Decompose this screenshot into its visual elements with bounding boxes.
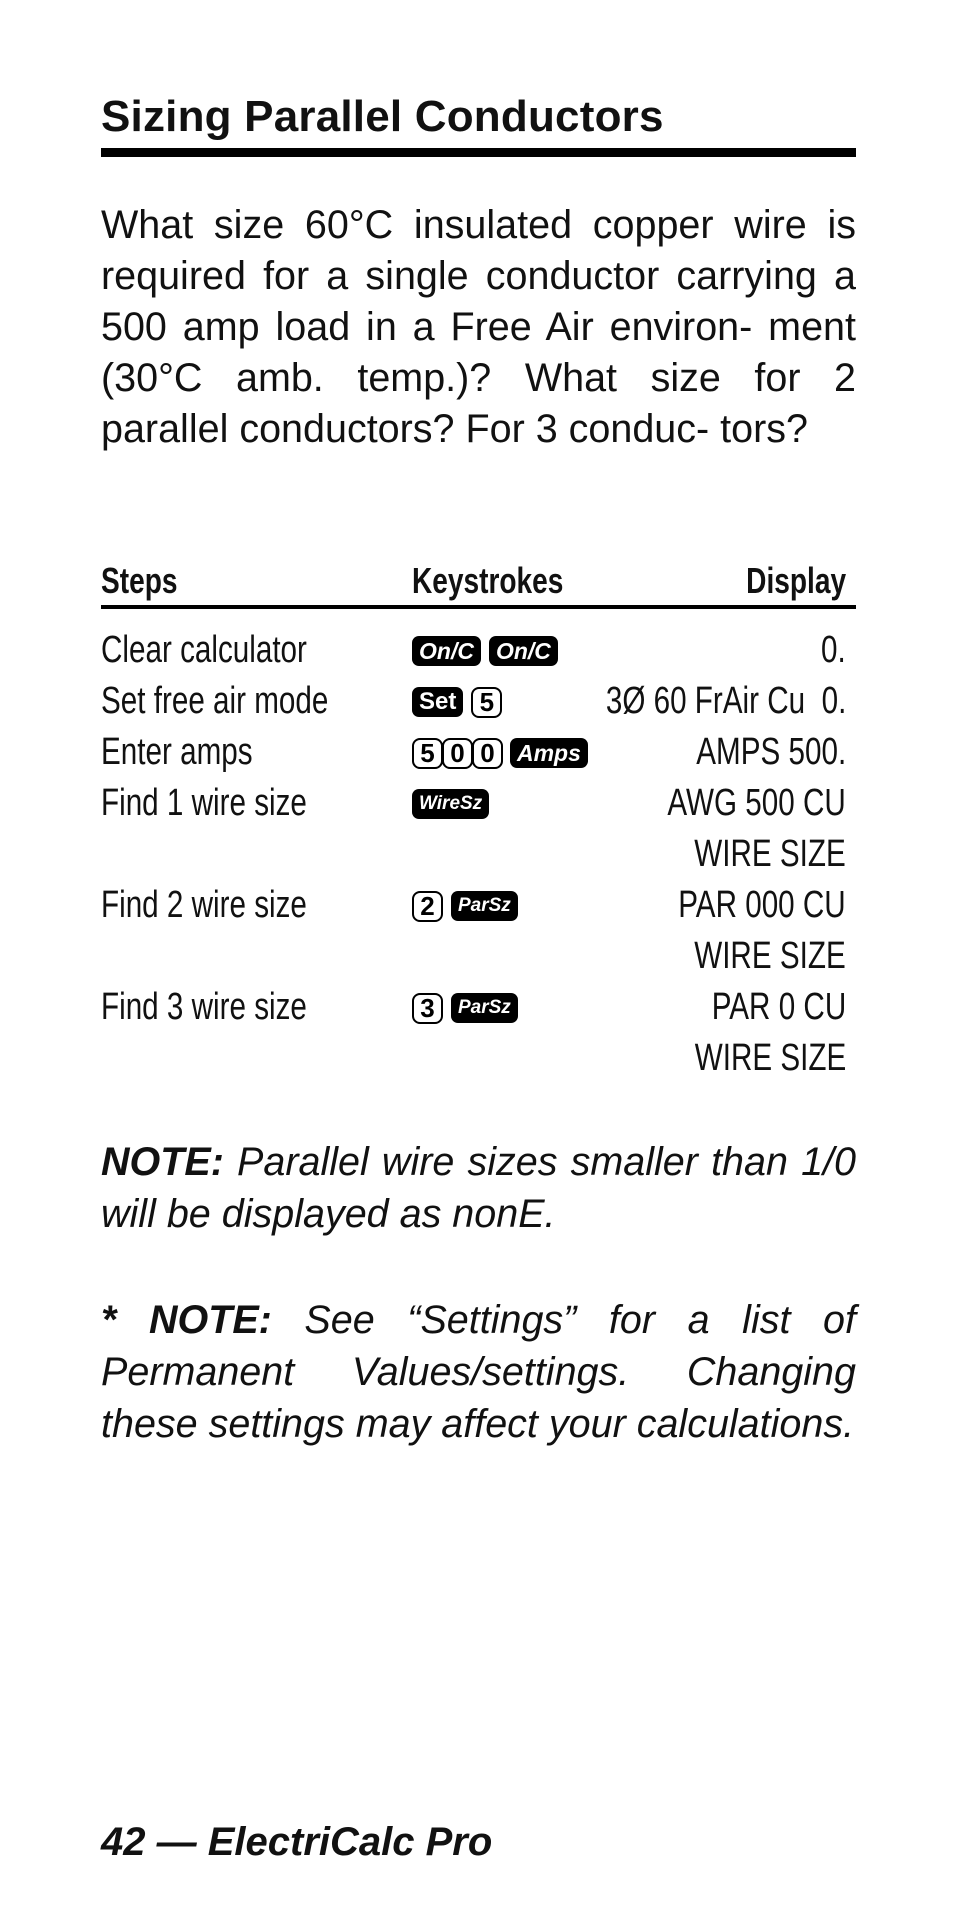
- display-line: WIRE SIZE: [694, 935, 846, 977]
- display-line: PAR 000 CU: [678, 884, 846, 926]
- keystrokes: [412, 991, 518, 1025]
- keystrokes: [412, 889, 518, 923]
- digit-2-key: 2: [412, 891, 443, 922]
- onc-key: On/C: [412, 636, 481, 666]
- step-label: Find 1 wire size: [101, 782, 307, 824]
- note-text: See “Settings” for a list of Permanent Values/settings. Changing these settings may affect your calculations.: [101, 1298, 856, 1446]
- set-key: Set: [412, 687, 463, 717]
- header-keystrokes: Keystrokes: [412, 560, 564, 601]
- note-label: * NOTE:: [101, 1298, 272, 1342]
- table-row: [101, 727, 856, 778]
- note-settings: [101, 1294, 856, 1450]
- parsz-key: ParSz: [451, 891, 518, 921]
- display-line: 3Ø 60 FrAir Cu 0.: [605, 680, 846, 722]
- onc-key: On/C: [489, 636, 558, 666]
- digit-5-key: 5: [471, 687, 502, 718]
- steps-table: [101, 556, 856, 1084]
- step-label: Find 3 wire size: [101, 986, 307, 1028]
- step-label: Find 2 wire size: [101, 884, 307, 926]
- display-line: WIRE SIZE: [694, 833, 846, 875]
- step-label: Enter amps: [101, 731, 253, 773]
- display-readout: [631, 880, 846, 982]
- digit-3-key: 3: [412, 993, 443, 1024]
- title-underline: [101, 148, 856, 157]
- display-readout: [814, 625, 846, 676]
- keystrokes: [412, 736, 588, 770]
- parsz-key: ParSz: [451, 993, 518, 1023]
- page-title: Sizing Parallel Conductors: [101, 92, 664, 141]
- keystrokes: [412, 634, 558, 668]
- table-row: [101, 982, 856, 1084]
- header-rule: [101, 605, 856, 609]
- digit-0-key: 0: [442, 738, 473, 769]
- display-readout: [538, 676, 846, 727]
- table-rows: [101, 625, 856, 1084]
- page-footer: 42 — ElectriCalc Pro: [101, 1820, 493, 1864]
- display-line: WIRE SIZE: [694, 1037, 846, 1079]
- header-steps: Steps: [101, 560, 178, 601]
- keystrokes: [412, 685, 502, 719]
- digit-key-group: [412, 738, 502, 769]
- display-line: PAR 0 CU: [711, 986, 846, 1028]
- digit-0-key: 0: [472, 738, 503, 769]
- table-row: [101, 778, 856, 880]
- table-header: [101, 556, 856, 608]
- wiresz-key: WireSz: [412, 789, 489, 819]
- display-readout: [654, 727, 846, 778]
- note-label: NOTE:: [101, 1140, 224, 1184]
- table-row: [101, 880, 856, 982]
- display-line: AWG 500 CU: [667, 782, 846, 824]
- note-text: Parallel wire sizes smaller than 1/0 will be displayed as nonE.: [101, 1140, 856, 1236]
- header-display: Display: [746, 560, 846, 601]
- display-readout: [652, 982, 846, 1084]
- display-line: 0.: [821, 629, 846, 671]
- amps-key: Amps: [510, 738, 588, 768]
- digit-5-key: 5: [412, 738, 443, 769]
- table-row: [101, 625, 856, 676]
- step-label: Clear calculator: [101, 629, 307, 671]
- keystrokes: [412, 787, 489, 821]
- table-row: [101, 676, 856, 727]
- step-label: Set free air mode: [101, 680, 329, 722]
- display-readout: [617, 778, 846, 880]
- intro-paragraph: What size 60°C insulated copper wire is required for a single conductor carrying a 500 amp load in a Free Air environ- ment (30°C amb. temp.)? What size for 2 parallel conductors? For 3 conduc- tors?: [101, 203, 856, 451]
- note-parallel-sizes: [101, 1136, 856, 1240]
- display-line: AMPS 500.: [696, 731, 846, 773]
